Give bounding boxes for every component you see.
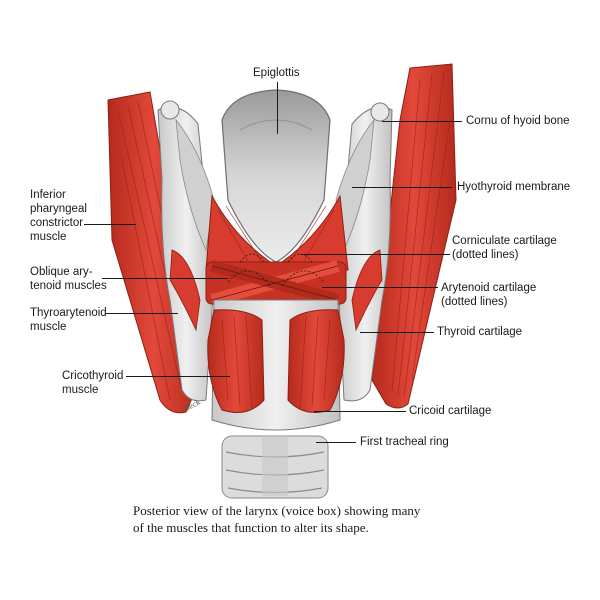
ptr-cricothyroid [126, 376, 230, 377]
label-thyroarytenoid: Thyroarytenoid muscle [30, 307, 107, 333]
ptr-corniculate [300, 254, 450, 255]
ptr-hyothyroid [352, 187, 452, 188]
label-oblique-arytenoid: Oblique ary- tenoid muscles [30, 266, 107, 292]
ptr-thyroarytenoid [106, 313, 178, 314]
artist-signature: Beck [181, 396, 202, 414]
ptr-inferior-constrictor [84, 224, 136, 225]
ptr-epiglottis [277, 82, 278, 134]
label-cricoid: Cricoid cartilage [409, 405, 492, 417]
label-cornu-hyoid: Cornu of hyoid bone [466, 115, 570, 127]
caption-line-2: of the muscles that function to alter its shape. [133, 520, 369, 535]
label-cricothyroid: Cricothyroid muscle [62, 370, 124, 396]
ptr-cricoid [314, 411, 406, 412]
ptr-arytenoid [322, 287, 438, 288]
caption-line-1: Posterior view of the larynx (voice box) showing many [133, 503, 421, 518]
label-corniculate: Corniculate cartilage (dotted lines) [452, 235, 557, 261]
left-hyoid-cornu [161, 101, 179, 119]
label-thyroid: Thyroid cartilage [437, 326, 523, 338]
trachea [222, 436, 328, 498]
label-hyothyroid: Hyothyroid membrane [457, 181, 571, 193]
ptr-cornu-hyoid [382, 121, 462, 122]
label-tracheal-ring: First tracheal ring [360, 436, 449, 448]
right-hyoid-cornu [371, 103, 389, 121]
label-epiglottis: Epiglottis [253, 67, 300, 79]
ptr-oblique-arytenoid [102, 278, 228, 279]
label-arytenoid: Arytenoid cartilage (dotted lines) [441, 282, 537, 308]
ptr-thyroid [360, 332, 434, 333]
label-inferior-constrictor: Inferior pharyngeal constrictor muscle [30, 189, 87, 243]
ptr-tracheal-ring [316, 442, 356, 443]
